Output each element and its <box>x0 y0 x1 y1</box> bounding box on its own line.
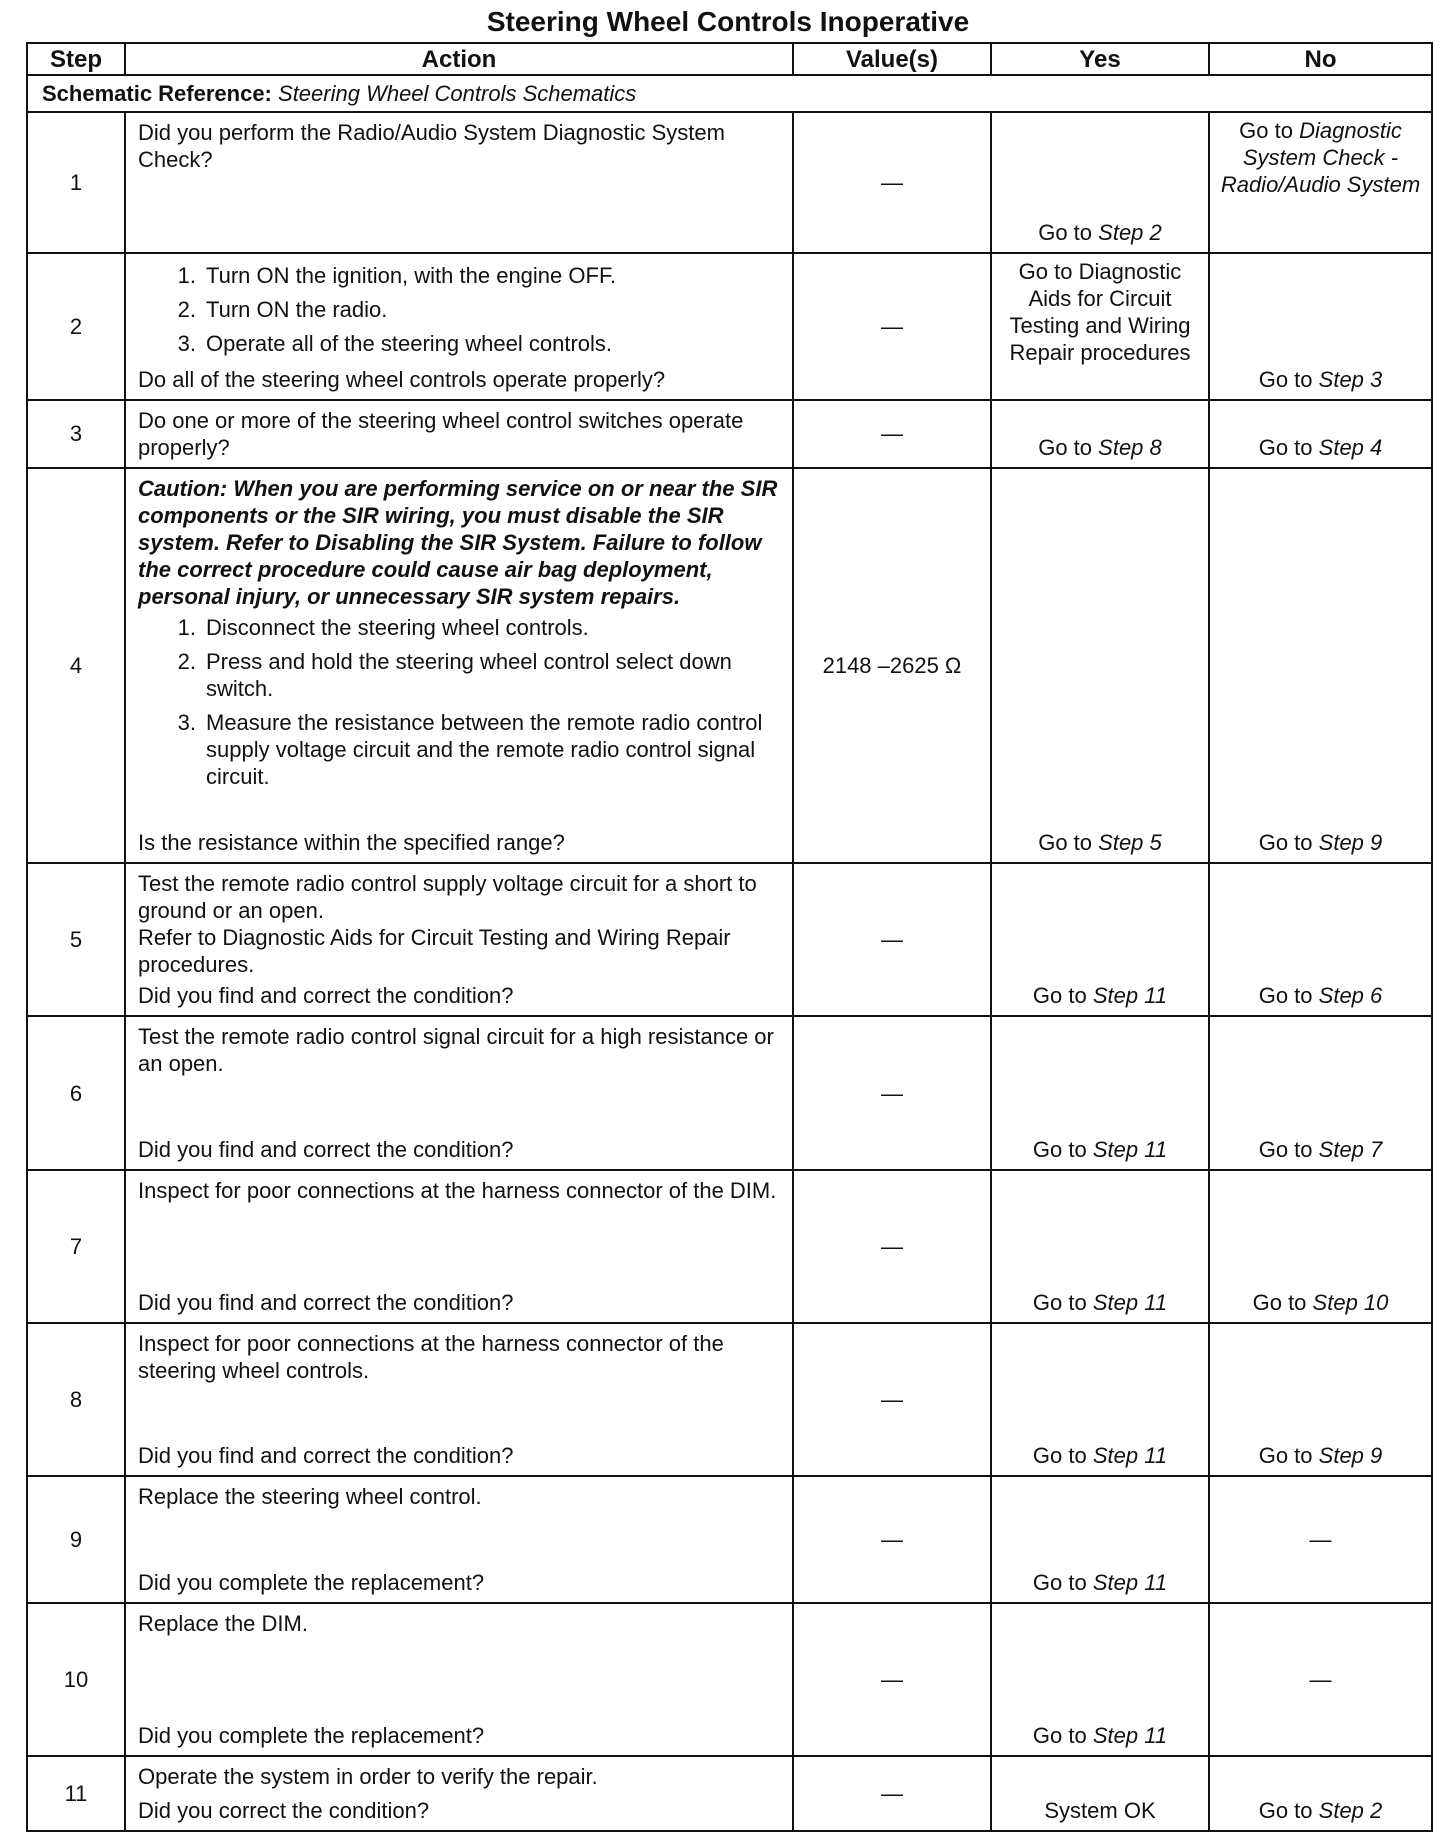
go-to-text: Go to <box>1258 435 1313 461</box>
yes-cell <box>991 1603 1209 1756</box>
step-number: 7 <box>27 1170 125 1323</box>
value-cell: — <box>793 1476 991 1603</box>
caution-note: Caution: When you are performing service on or near the SIR components or the SIR wiring, you must disable the SIR system. Refer to Disabling the SIR System. Failure to follow the correct procedure could cause air bag deployment, personal injury, or unnecessary SIR system repairs. <box>138 476 778 610</box>
action-text: Test the remote radio control signal circuit for a high resistance or an open. <box>138 1024 774 1077</box>
action-content <box>138 1330 782 1469</box>
action-content <box>138 870 782 1009</box>
schematic-label: Schematic Reference: <box>42 81 272 106</box>
yes-cell <box>991 1476 1209 1603</box>
action-content <box>138 1483 782 1596</box>
step-number: 5 <box>27 863 125 1016</box>
action-body <box>138 1023 782 1077</box>
step-link[interactable]: Step 11 <box>1092 1570 1168 1596</box>
action-cell <box>125 1016 793 1169</box>
action-content <box>138 119 782 246</box>
step-number: 3 <box>27 400 125 469</box>
yes-cell <box>991 1016 1209 1169</box>
go-to-text: Go to <box>1258 1136 1313 1162</box>
header-row <box>27 43 1432 75</box>
action-text: Test the remote radio control supply voltage circuit for a short to ground or an open. <box>138 871 757 924</box>
go-to-text: Go to <box>1239 118 1293 144</box>
table-row <box>27 1476 1432 1603</box>
header-values: Value(s) <box>793 43 991 75</box>
yes-outcome: Go to Diagnostic Aids for Circuit Testing and Wiring Repair procedures <box>1009 259 1191 366</box>
item-number: 2. <box>177 649 196 675</box>
action-text: Refer to Diagnostic Aids for Circuit Testing and Wiring Repair procedures. <box>138 925 731 978</box>
action-question: Did you complete the replacement? <box>138 1723 485 1749</box>
item-text: Press and hold the steering wheel control select down switch. <box>206 649 732 702</box>
header-no: No <box>1209 43 1432 75</box>
action-question: Did you complete the replacement? <box>138 1570 485 1596</box>
yes-cell <box>991 1756 1209 1831</box>
table-row <box>27 1016 1432 1169</box>
procedure-item <box>138 296 782 323</box>
action-text: Inspect for poor connections at the harness connector of the DIM. <box>138 1177 777 1203</box>
yes-cell <box>991 468 1209 863</box>
go-to-text: Go to <box>1258 1798 1313 1823</box>
go-to-text: Go to <box>1038 830 1093 856</box>
schematic-row <box>27 75 1432 112</box>
action-question: Do all of the steering wheel controls operate properly? <box>138 366 666 392</box>
step-link[interactable]: Step 11 <box>1092 1723 1168 1749</box>
no-cell <box>1209 1323 1432 1476</box>
action-text: Replace the steering wheel control. <box>138 1484 482 1510</box>
step-link[interactable]: Step 10 <box>1312 1289 1389 1315</box>
step-number: 6 <box>27 1016 125 1169</box>
value-cell: — <box>793 1016 991 1169</box>
no-cell <box>1209 1476 1432 1603</box>
step-link[interactable]: Step 11 <box>1092 1136 1168 1162</box>
yes-cell <box>991 112 1209 253</box>
value-cell: — <box>793 1756 991 1831</box>
procedure-item <box>138 262 782 289</box>
table-row <box>27 253 1432 399</box>
action-body <box>138 119 782 173</box>
step-number: 1 <box>27 112 125 253</box>
yes-cell <box>991 1170 1209 1323</box>
step-link[interactable]: Step 11 <box>1092 983 1168 1009</box>
action-cell <box>125 1756 793 1831</box>
no-cell <box>1209 1756 1432 1831</box>
action-question: Did you find and correct the condition? <box>138 983 514 1009</box>
go-to-text: Go to <box>1032 1136 1087 1162</box>
action-body <box>138 870 782 978</box>
go-to-text: Go to <box>1032 1443 1087 1469</box>
action-content <box>138 1023 782 1162</box>
no-cell <box>1209 863 1432 1016</box>
item-number: 3. <box>177 710 196 736</box>
step-link[interactable]: Diagnostic System Check - Radio/Audio System <box>1220 118 1421 198</box>
action-content <box>138 1610 782 1749</box>
yes-cell <box>991 1323 1209 1476</box>
value-cell: 2148 –2625 Ω <box>793 468 991 863</box>
page-title: Steering Wheel Controls Inoperative <box>486 6 970 37</box>
action-text: Do one or more of the steering wheel control switches operate properly? <box>138 407 744 460</box>
action-body <box>138 1763 782 1790</box>
item-number: 1. <box>177 263 196 289</box>
go-to-text: Go to <box>1032 1289 1087 1315</box>
go-to-text: Go to <box>1032 1723 1087 1749</box>
step-number: 2 <box>27 253 125 399</box>
schematic-reference <box>27 75 1432 112</box>
action-cell <box>125 863 793 1016</box>
item-number: 1. <box>177 615 196 641</box>
step-link[interactable]: Step 9 <box>1318 830 1383 856</box>
action-body <box>138 407 782 461</box>
step-link[interactable]: Step 3 <box>1318 366 1383 392</box>
procedure-item <box>138 330 782 357</box>
no-outcome: — <box>1309 1527 1332 1553</box>
action-body <box>138 1330 782 1384</box>
action-content <box>138 1177 782 1316</box>
action-content <box>138 1763 782 1824</box>
table-row <box>27 1170 1432 1323</box>
procedure-list <box>138 614 782 790</box>
value-cell: — <box>793 253 991 399</box>
step-link[interactable]: Step 11 <box>1092 1443 1168 1469</box>
no-cell <box>1209 112 1432 253</box>
go-to-text: Go to <box>1038 220 1093 246</box>
action-content <box>138 407 782 462</box>
table-row <box>27 1323 1432 1476</box>
action-body <box>138 1610 782 1637</box>
no-cell <box>1209 468 1432 863</box>
item-text: Turn ON the ignition, with the engine OFF. <box>206 263 617 289</box>
header-action: Action <box>125 43 793 75</box>
table-row <box>27 112 1432 253</box>
value-cell: — <box>793 400 991 469</box>
step-number: 8 <box>27 1323 125 1476</box>
action-content <box>138 475 782 856</box>
item-text: Operate all of the steering wheel controls. <box>206 331 613 357</box>
action-question: Did you find and correct the condition? <box>138 1443 514 1469</box>
value-cell: — <box>793 1603 991 1756</box>
action-cell <box>125 1323 793 1476</box>
action-question: Did you find and correct the condition? <box>138 1136 514 1162</box>
action-content <box>138 260 782 392</box>
item-text: Turn ON the radio. <box>206 297 388 323</box>
no-cell <box>1209 1603 1432 1756</box>
go-to-text: Go to <box>1032 1570 1087 1596</box>
action-text: Replace the DIM. <box>138 1611 308 1637</box>
action-body <box>138 260 782 364</box>
yes-cell <box>991 400 1209 469</box>
value-cell: — <box>793 1323 991 1476</box>
no-cell <box>1209 253 1432 399</box>
yes-outcome: System OK <box>1044 1798 1156 1823</box>
header-yes: Yes <box>991 43 1209 75</box>
table-row <box>27 400 1432 469</box>
step-number: 10 <box>27 1603 125 1756</box>
step-link[interactable]: Step 6 <box>1318 983 1383 1009</box>
action-question: Did you correct the condition? <box>138 1798 430 1823</box>
action-text: Did you perform the Radio/Audio System Diagnostic System Check? <box>138 120 725 173</box>
action-question: Is the resistance within the specified range? <box>138 830 565 856</box>
step-link[interactable]: Step 9 <box>1318 1443 1383 1469</box>
go-to-text: Go to <box>1258 1443 1313 1469</box>
go-to-text: Go to <box>1252 1289 1307 1315</box>
procedure-item <box>138 614 782 641</box>
go-to-text: Go to <box>1258 830 1313 856</box>
table-row <box>27 1756 1432 1831</box>
table-row <box>27 468 1432 863</box>
go-to-text: Go to <box>1258 983 1313 1009</box>
item-number: 3. <box>177 331 196 357</box>
step-number: 9 <box>27 1476 125 1603</box>
value-cell: — <box>793 112 991 253</box>
no-outcome: — <box>1309 1667 1332 1693</box>
no-cell <box>1209 1016 1432 1169</box>
action-cell <box>125 1476 793 1603</box>
step-number: 4 <box>27 468 125 863</box>
go-to-text: Go to <box>1032 983 1087 1009</box>
action-question: Did you find and correct the condition? <box>138 1289 514 1315</box>
action-cell <box>125 400 793 469</box>
no-cell <box>1209 400 1432 469</box>
table-row <box>27 1603 1432 1756</box>
action-body <box>138 475 782 797</box>
go-to-text: Go to <box>1258 366 1313 392</box>
action-cell <box>125 1603 793 1756</box>
yes-cell <box>991 253 1209 399</box>
header-step: Step <box>27 43 125 75</box>
go-to-text: Go to <box>1038 435 1093 461</box>
action-text: Inspect for poor connections at the harness connector of the steering wheel controls. <box>138 1330 724 1383</box>
procedure-item <box>138 709 782 790</box>
no-cell <box>1209 1170 1432 1323</box>
schematic-link[interactable]: Steering Wheel Controls Schematics <box>278 81 637 106</box>
action-text: Operate the system in order to verify the repair. <box>138 1764 598 1790</box>
step-link[interactable]: Step 4 <box>1318 435 1383 461</box>
table-row <box>27 863 1432 1016</box>
yes-cell <box>991 863 1209 1016</box>
value-cell: — <box>793 1170 991 1323</box>
action-body <box>138 1177 782 1204</box>
value-cell: — <box>793 863 991 1016</box>
action-body <box>138 1483 782 1510</box>
step-link[interactable]: Step 5 <box>1098 830 1162 856</box>
item-text: Disconnect the steering wheel controls. <box>206 615 589 641</box>
action-cell <box>125 1170 793 1323</box>
step-link[interactable]: Step 8 <box>1098 435 1162 461</box>
action-cell <box>125 112 793 253</box>
diagnostic-table <box>26 42 1433 1832</box>
action-cell <box>125 253 793 399</box>
step-link[interactable]: Step 11 <box>1092 1289 1168 1315</box>
procedure-item <box>138 648 782 702</box>
step-link[interactable]: Step 7 <box>1318 1136 1383 1162</box>
step-link[interactable]: Step 2 <box>1098 220 1162 246</box>
step-link[interactable]: Step 2 <box>1318 1798 1383 1823</box>
item-number: 2. <box>177 297 196 323</box>
procedure-list <box>138 262 782 357</box>
step-number: 11 <box>27 1756 125 1831</box>
action-cell <box>125 468 793 863</box>
item-text: Measure the resistance between the remote radio control supply voltage circuit and the remote radio control signal circuit. <box>206 710 763 790</box>
